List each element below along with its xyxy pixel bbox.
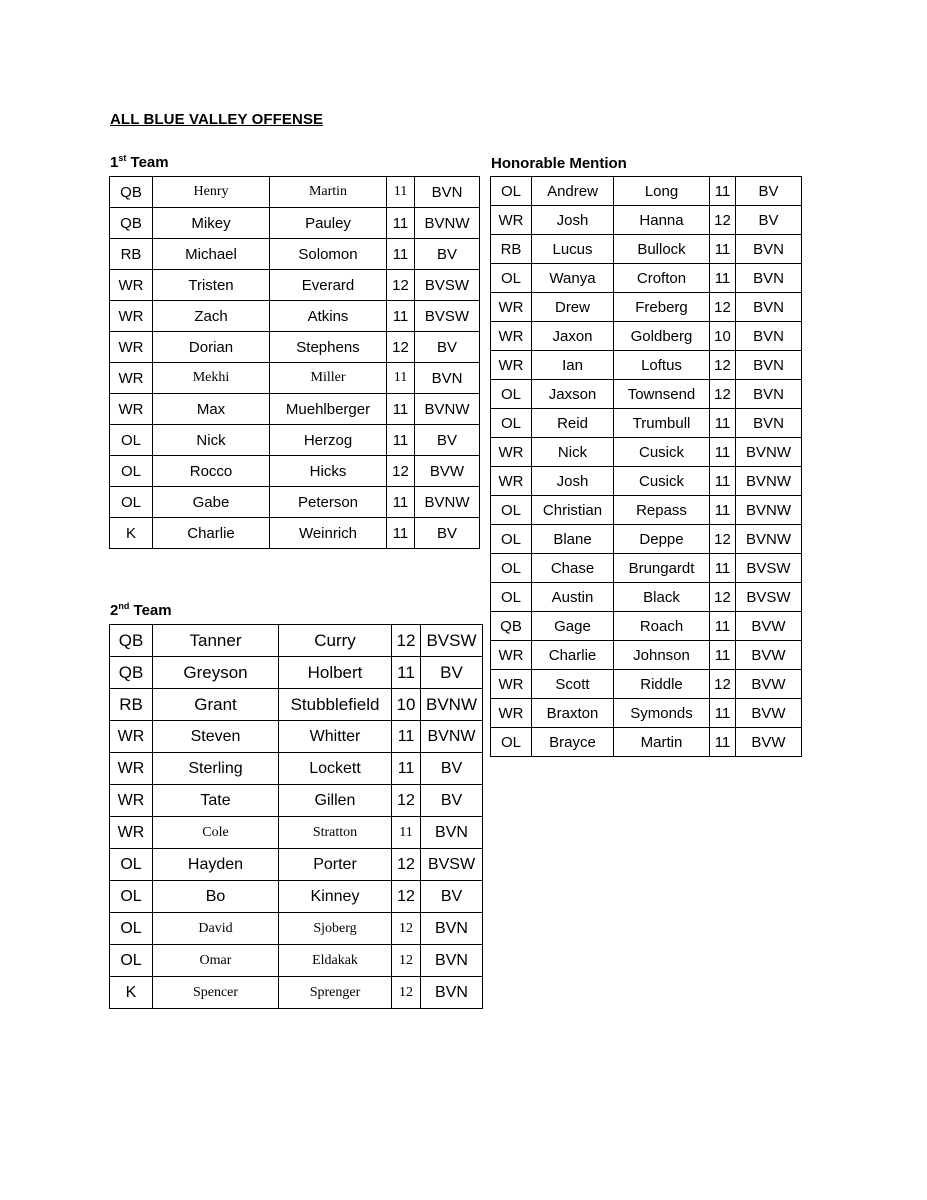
grade-cell: 12	[392, 945, 421, 977]
first-name-cell: Tate	[153, 785, 279, 817]
school-cell: BV	[415, 332, 480, 363]
grade-cell: 12	[392, 849, 421, 881]
last-name-cell: Sprenger	[279, 977, 392, 1009]
table-row	[491, 583, 802, 612]
grade-cell: 12	[392, 913, 421, 945]
grade-cell: 10	[710, 322, 736, 351]
school-cell: BV	[736, 206, 802, 235]
last-name-cell: Muehlberger	[270, 394, 387, 425]
last-name-cell: Riddle	[614, 670, 710, 699]
table-row	[110, 913, 483, 945]
table-row	[110, 945, 483, 977]
first-team-ordinal-suffix: st	[118, 153, 127, 163]
last-name-cell: Cusick	[614, 467, 710, 496]
position-cell: WR	[491, 467, 532, 496]
school-cell: BVN	[736, 380, 802, 409]
grade-cell: 11	[387, 363, 415, 394]
last-name-cell: Kinney	[279, 881, 392, 913]
first-name-cell: Brayce	[532, 728, 614, 757]
position-cell: WR	[491, 206, 532, 235]
table-row	[491, 467, 802, 496]
position-cell: WR	[110, 394, 153, 425]
school-cell: BVW	[736, 670, 802, 699]
position-cell: QB	[110, 657, 153, 689]
position-cell: OL	[491, 380, 532, 409]
position-cell: OL	[491, 728, 532, 757]
last-name-cell: Holbert	[279, 657, 392, 689]
first-name-cell: Bo	[153, 881, 279, 913]
school-cell: BV	[415, 425, 480, 456]
position-cell: QB	[491, 612, 532, 641]
first-name-cell: Andrew	[532, 177, 614, 206]
first-name-cell: Hayden	[153, 849, 279, 881]
grade-cell: 11	[710, 612, 736, 641]
position-cell: WR	[491, 670, 532, 699]
second-team-ordinal-suffix: nd	[118, 601, 130, 611]
school-cell: BVNW	[415, 394, 480, 425]
first-name-cell: Charlie	[153, 518, 270, 549]
school-cell: BV	[415, 239, 480, 270]
position-cell: RB	[110, 689, 153, 721]
first-name-cell: Wanya	[532, 264, 614, 293]
school-cell: BVW	[736, 728, 802, 757]
grade-cell: 11	[387, 208, 415, 239]
school-cell: BVN	[736, 322, 802, 351]
last-name-cell: Stephens	[270, 332, 387, 363]
table-row	[491, 641, 802, 670]
first-name-cell: David	[153, 913, 279, 945]
grade-cell: 12	[387, 270, 415, 301]
school-cell: BVSW	[415, 270, 480, 301]
school-cell: BVSW	[415, 301, 480, 332]
grade-cell: 12	[392, 785, 421, 817]
table-row	[491, 496, 802, 525]
first-name-cell: Cole	[153, 817, 279, 849]
school-cell: BVNW	[736, 496, 802, 525]
grade-cell: 11	[392, 721, 421, 753]
school-cell: BVN	[421, 817, 483, 849]
table-row	[110, 177, 480, 208]
table-row	[491, 177, 802, 206]
school-cell: BVN	[421, 913, 483, 945]
position-cell: K	[110, 518, 153, 549]
position-cell: WR	[491, 641, 532, 670]
table-row	[110, 721, 483, 753]
last-name-cell: Eldakak	[279, 945, 392, 977]
first-name-cell: Reid	[532, 409, 614, 438]
last-name-cell: Goldberg	[614, 322, 710, 351]
school-cell: BVN	[736, 351, 802, 380]
first-name-cell: Lucus	[532, 235, 614, 264]
first-name-cell: Dorian	[153, 332, 270, 363]
first-name-cell: Christian	[532, 496, 614, 525]
last-name-cell: Sjoberg	[279, 913, 392, 945]
first-name-cell: Nick	[153, 425, 270, 456]
table-row	[491, 670, 802, 699]
grade-cell: 11	[392, 753, 421, 785]
last-name-cell: Martin	[270, 177, 387, 208]
honorable-mention-table	[490, 176, 802, 757]
first-name-cell: Mikey	[153, 208, 270, 239]
table-row	[110, 657, 483, 689]
table-row	[491, 612, 802, 641]
first-team-heading-label: Team	[130, 154, 169, 171]
position-cell: WR	[110, 753, 153, 785]
position-cell: WR	[491, 293, 532, 322]
table-row	[110, 270, 480, 301]
second-team-ordinal-number: 2	[110, 602, 119, 619]
last-name-cell: Bullock	[614, 235, 710, 264]
table-row	[110, 625, 483, 657]
first-name-cell: Michael	[153, 239, 270, 270]
last-name-cell: Cusick	[614, 438, 710, 467]
grade-cell: 11	[710, 699, 736, 728]
school-cell: BVNW	[421, 721, 483, 753]
first-name-cell: Grant	[153, 689, 279, 721]
table-row	[110, 208, 480, 239]
last-name-cell: Weinrich	[270, 518, 387, 549]
position-cell: OL	[110, 849, 153, 881]
grade-cell: 12	[392, 977, 421, 1009]
first-name-cell: Steven	[153, 721, 279, 753]
last-name-cell: Solomon	[270, 239, 387, 270]
position-cell: OL	[110, 913, 153, 945]
first-team-heading	[110, 154, 169, 171]
grade-cell: 11	[710, 728, 736, 757]
grade-cell: 12	[710, 293, 736, 322]
table-row	[110, 881, 483, 913]
table-row	[491, 728, 802, 757]
last-name-cell: Atkins	[270, 301, 387, 332]
table-row	[110, 977, 483, 1009]
position-cell: WR	[491, 699, 532, 728]
last-name-cell: Black	[614, 583, 710, 612]
last-name-cell: Johnson	[614, 641, 710, 670]
table-row	[110, 456, 480, 487]
position-cell: OL	[491, 583, 532, 612]
grade-cell: 12	[710, 670, 736, 699]
table-row	[491, 293, 802, 322]
last-name-cell: Deppe	[614, 525, 710, 554]
position-cell: QB	[110, 625, 153, 657]
last-name-cell: Freberg	[614, 293, 710, 322]
position-cell: WR	[110, 721, 153, 753]
table-row	[491, 322, 802, 351]
position-cell: WR	[110, 363, 153, 394]
last-name-cell: Stubblefield	[279, 689, 392, 721]
table-row	[491, 235, 802, 264]
table-row	[110, 689, 483, 721]
position-cell: WR	[491, 322, 532, 351]
school-cell: BVN	[415, 363, 480, 394]
first-name-cell: Zach	[153, 301, 270, 332]
table-row	[491, 438, 802, 467]
grade-cell: 11	[710, 438, 736, 467]
first-name-cell: Tanner	[153, 625, 279, 657]
grade-cell: 12	[710, 351, 736, 380]
position-cell: OL	[491, 264, 532, 293]
school-cell: BVSW	[736, 583, 802, 612]
school-cell: BV	[415, 518, 480, 549]
school-cell: BVW	[736, 699, 802, 728]
school-cell: BVN	[415, 177, 480, 208]
last-name-cell: Curry	[279, 625, 392, 657]
last-name-cell: Repass	[614, 496, 710, 525]
position-cell: WR	[491, 351, 532, 380]
table-row	[491, 264, 802, 293]
second-team-heading	[110, 602, 172, 619]
first-name-cell: Sterling	[153, 753, 279, 785]
honorable-mention-heading: Honorable Mention	[491, 155, 627, 172]
grade-cell: 12	[710, 525, 736, 554]
school-cell: BVW	[415, 456, 480, 487]
position-cell: WR	[110, 817, 153, 849]
grade-cell: 11	[710, 641, 736, 670]
table-row	[491, 699, 802, 728]
school-cell: BVNW	[736, 438, 802, 467]
school-cell: BVN	[736, 264, 802, 293]
grade-cell: 12	[710, 206, 736, 235]
school-cell: BVN	[736, 409, 802, 438]
school-cell: BVW	[736, 612, 802, 641]
position-cell: OL	[110, 881, 153, 913]
last-name-cell: Everard	[270, 270, 387, 301]
grade-cell: 11	[710, 235, 736, 264]
position-cell: WR	[110, 785, 153, 817]
school-cell: BVSW	[421, 849, 483, 881]
school-cell: BVN	[736, 235, 802, 264]
school-cell: BVW	[736, 641, 802, 670]
last-name-cell: Peterson	[270, 487, 387, 518]
position-cell: QB	[110, 208, 153, 239]
grade-cell: 11	[710, 177, 736, 206]
grade-cell: 11	[710, 496, 736, 525]
table-row	[491, 409, 802, 438]
grade-cell: 11	[387, 301, 415, 332]
school-cell: BVN	[421, 977, 483, 1009]
grade-cell: 12	[710, 583, 736, 612]
last-name-cell: Trumbull	[614, 409, 710, 438]
table-row	[110, 332, 480, 363]
first-name-cell: Rocco	[153, 456, 270, 487]
school-cell: BVN	[421, 945, 483, 977]
school-cell: BV	[421, 657, 483, 689]
table-row	[110, 425, 480, 456]
first-name-cell: Max	[153, 394, 270, 425]
position-cell: WR	[491, 438, 532, 467]
first-team-ordinal-number: 1	[110, 154, 119, 171]
grade-cell: 11	[387, 518, 415, 549]
last-name-cell: Loftus	[614, 351, 710, 380]
first-name-cell: Charlie	[532, 641, 614, 670]
second-team-table	[109, 624, 483, 1009]
position-cell: RB	[110, 239, 153, 270]
position-cell: K	[110, 977, 153, 1009]
first-name-cell: Josh	[532, 206, 614, 235]
table-row	[110, 817, 483, 849]
position-cell: OL	[110, 945, 153, 977]
table-row	[110, 487, 480, 518]
first-name-cell: Gage	[532, 612, 614, 641]
grade-cell: 11	[392, 817, 421, 849]
school-cell: BV	[421, 785, 483, 817]
document-title: ALL BLUE VALLEY OFFENSE	[110, 111, 324, 128]
table-row	[110, 363, 480, 394]
position-cell: OL	[491, 177, 532, 206]
grade-cell: 12	[710, 380, 736, 409]
first-name-cell: Austin	[532, 583, 614, 612]
last-name-cell: Gillen	[279, 785, 392, 817]
position-cell: RB	[491, 235, 532, 264]
grade-cell: 11	[387, 177, 415, 208]
grade-cell: 12	[387, 456, 415, 487]
first-name-cell: Josh	[532, 467, 614, 496]
school-cell: BVSW	[736, 554, 802, 583]
first-name-cell: Mekhi	[153, 363, 270, 394]
first-name-cell: Greyson	[153, 657, 279, 689]
position-cell: QB	[110, 177, 153, 208]
position-cell: OL	[491, 525, 532, 554]
table-row	[491, 206, 802, 235]
position-cell: WR	[110, 301, 153, 332]
position-cell: WR	[110, 270, 153, 301]
grade-cell: 11	[387, 239, 415, 270]
first-name-cell: Scott	[532, 670, 614, 699]
table-row	[491, 554, 802, 583]
last-name-cell: Herzog	[270, 425, 387, 456]
table-row	[110, 753, 483, 785]
table-row	[110, 849, 483, 881]
last-name-cell: Martin	[614, 728, 710, 757]
grade-cell: 11	[710, 467, 736, 496]
last-name-cell: Roach	[614, 612, 710, 641]
first-name-cell: Ian	[532, 351, 614, 380]
grade-cell: 11	[392, 657, 421, 689]
first-name-cell: Chase	[532, 554, 614, 583]
position-cell: OL	[110, 487, 153, 518]
last-name-cell: Stratton	[279, 817, 392, 849]
table-row	[110, 518, 480, 549]
school-cell: BVNW	[421, 689, 483, 721]
table-row	[110, 301, 480, 332]
grade-cell: 10	[392, 689, 421, 721]
grade-cell: 12	[387, 332, 415, 363]
school-cell: BV	[736, 177, 802, 206]
first-name-cell: Tristen	[153, 270, 270, 301]
last-name-cell: Townsend	[614, 380, 710, 409]
school-cell: BVNW	[736, 467, 802, 496]
position-cell: OL	[491, 554, 532, 583]
last-name-cell: Hicks	[270, 456, 387, 487]
position-cell: OL	[491, 496, 532, 525]
grade-cell: 11	[387, 487, 415, 518]
school-cell: BVNW	[415, 487, 480, 518]
position-cell: OL	[110, 425, 153, 456]
grade-cell: 11	[387, 425, 415, 456]
last-name-cell: Crofton	[614, 264, 710, 293]
first-name-cell: Drew	[532, 293, 614, 322]
grade-cell: 11	[710, 264, 736, 293]
second-team-heading-label: Team	[133, 602, 172, 619]
last-name-cell: Miller	[270, 363, 387, 394]
last-name-cell: Porter	[279, 849, 392, 881]
first-name-cell: Jaxon	[532, 322, 614, 351]
table-row	[491, 351, 802, 380]
table-row	[491, 380, 802, 409]
position-cell: OL	[491, 409, 532, 438]
first-name-cell: Henry	[153, 177, 270, 208]
last-name-cell: Brungardt	[614, 554, 710, 583]
school-cell: BVN	[736, 293, 802, 322]
first-name-cell: Omar	[153, 945, 279, 977]
last-name-cell: Symonds	[614, 699, 710, 728]
first-name-cell: Gabe	[153, 487, 270, 518]
first-team-table	[109, 176, 480, 549]
school-cell: BVNW	[736, 525, 802, 554]
last-name-cell: Whitter	[279, 721, 392, 753]
table-row	[110, 394, 480, 425]
first-name-cell: Jaxson	[532, 380, 614, 409]
grade-cell: 11	[710, 409, 736, 438]
first-name-cell: Spencer	[153, 977, 279, 1009]
last-name-cell: Lockett	[279, 753, 392, 785]
grade-cell: 11	[710, 554, 736, 583]
position-cell: WR	[110, 332, 153, 363]
first-name-cell: Blane	[532, 525, 614, 554]
last-name-cell: Hanna	[614, 206, 710, 235]
school-cell: BVSW	[421, 625, 483, 657]
grade-cell: 12	[392, 625, 421, 657]
grade-cell: 12	[392, 881, 421, 913]
first-name-cell: Braxton	[532, 699, 614, 728]
school-cell: BVNW	[415, 208, 480, 239]
table-row	[110, 785, 483, 817]
last-name-cell: Long	[614, 177, 710, 206]
school-cell: BV	[421, 881, 483, 913]
last-name-cell: Pauley	[270, 208, 387, 239]
table-row	[110, 239, 480, 270]
table-row	[491, 525, 802, 554]
position-cell: OL	[110, 456, 153, 487]
school-cell: BV	[421, 753, 483, 785]
first-name-cell: Nick	[532, 438, 614, 467]
grade-cell: 11	[387, 394, 415, 425]
